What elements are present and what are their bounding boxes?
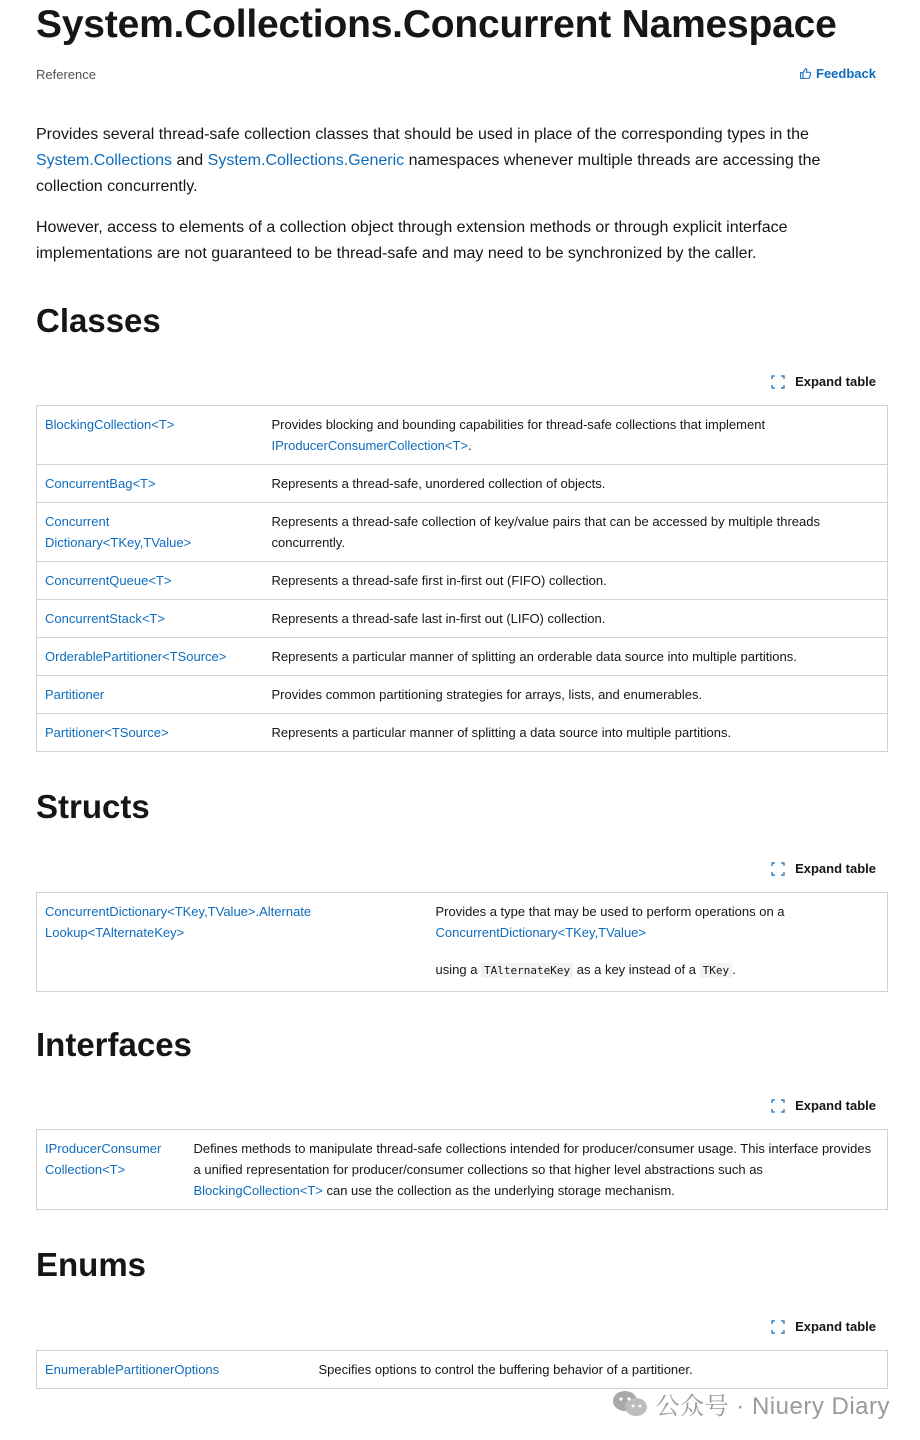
class-link[interactable]: ConcurrentQueue<T>	[45, 573, 172, 588]
table-row: ConcurrentBag<T> Represents a thread-safe, unordered collection of objects.	[37, 465, 888, 503]
watermark	[612, 1386, 890, 1421]
intro-paragraph-2: However, access to elements of a collection object through extension methods or through explicit interface implementations are not guaranteed to be thread-safe and may need to be synchronized by the caller.	[36, 219, 788, 262]
page-title: System.Collections.Concurrent Namespace	[36, 3, 837, 46]
expand-icon	[771, 862, 785, 876]
feedback-label: Feedback	[816, 66, 876, 81]
feedback-button[interactable]	[799, 66, 876, 81]
desc-link[interactable]: BlockingCollection<T>	[193, 1183, 323, 1198]
expand-table-enums-button[interactable]: Expand table	[771, 1319, 876, 1334]
code-talternatekey: TAlternateKey	[481, 963, 573, 978]
link-system-collections[interactable]: System.Collections	[36, 152, 173, 169]
code-tkey: TKey	[700, 963, 733, 978]
watermark-text: 公众号 · Niuery Diary	[655, 1393, 890, 1420]
heading-structs: Structs	[36, 788, 150, 825]
table-row: ConcurrentDictionary<TKey,TValue>.Alternate Lookup<TAlternateKey> Provides a type that may be used to perform operations on a ConcurrentDictionary<TKey,TValue> using a TAlternateKey as a key instead of a TKey .	[37, 893, 888, 992]
desc-link[interactable]: ConcurrentDictionary<TKey,TValue>	[435, 925, 647, 940]
expand-icon	[771, 375, 785, 389]
heading-interfaces: Interfaces	[36, 1026, 192, 1063]
enums-table	[36, 1350, 888, 1389]
expand-table-classes-button[interactable]: Expand table	[771, 374, 876, 389]
class-link[interactable]: Partitioner	[45, 687, 105, 702]
class-link[interactable]: Concurrent Dictionary<TKey,TValue>	[45, 514, 192, 550]
structs-table	[36, 892, 888, 992]
table-row: OrderablePartitioner<TSource> Represents a particular manner of splitting an orderable data source into multiple partitions.	[37, 638, 888, 676]
enum-link[interactable]: EnumerablePartitionerOptions	[45, 1362, 220, 1377]
table-row: Partitioner Provides common partitioning strategies for arrays, lists, and enumerables.	[37, 676, 888, 714]
reference-label: Reference	[36, 67, 96, 82]
expand-table-structs-button[interactable]: Expand table	[771, 861, 876, 876]
interface-link[interactable]: IProducerConsumer Collection<T>	[45, 1141, 162, 1177]
thumbs-up-icon	[799, 67, 812, 80]
interfaces-table	[36, 1129, 888, 1210]
intro-paragraph-1: Provides several thread-safe collection classes that should be used in place of the corresponding types in the System.Collections and System.Collections.Generic namespaces whenever multiple threads are accessing the collection concurrently.	[36, 126, 821, 195]
table-row: ConcurrentStack<T> Represents a thread-safe last in-first out (LIFO) collection.	[37, 600, 888, 638]
desc-link[interactable]: IProducerConsumerCollection<T>	[271, 438, 469, 453]
meta-row	[36, 66, 876, 86]
table-row: BlockingCollection<T> Provides blocking and bounding capabilities for thread-safe collections that implement IProducerConsumerCollection<T>.	[37, 406, 888, 465]
class-link[interactable]: Partitioner<TSource>	[45, 725, 169, 740]
link-system-collections-generic[interactable]: System.Collections.Generic	[207, 152, 405, 169]
struct-link[interactable]: ConcurrentDictionary<TKey,TValue>.Alternate Lookup<TAlternateKey>	[45, 904, 312, 940]
class-link[interactable]: OrderablePartitioner<TSource>	[45, 649, 227, 664]
heading-enums: Enums	[36, 1246, 147, 1283]
expand-icon	[771, 1099, 785, 1113]
table-row: Partitioner<TSource> Represents a particular manner of splitting a data source into multiple partitions.	[37, 714, 888, 752]
class-link[interactable]: ConcurrentStack<T>	[45, 611, 165, 626]
wechat-icon	[612, 1390, 648, 1418]
expand-table-interfaces-button[interactable]: Expand table	[771, 1098, 876, 1113]
class-link[interactable]: ConcurrentBag<T>	[45, 476, 156, 491]
table-row: EnumerablePartitionerOptions Specifies options to control the buffering behavior of a partitioner.	[37, 1351, 888, 1389]
table-row: ConcurrentQueue<T> Represents a thread-safe first in-first out (FIFO) collection.	[37, 562, 888, 600]
expand-icon	[771, 1320, 785, 1334]
table-row: IProducerConsumer Collection<T> Defines methods to manipulate thread-safe collections intended for producer/consumer usage. This interface provides a unified representation for producer/consumer collections so that higher level abstractions such as BlockingCollection<T> can use the collection as the underlying storage mechanism.	[37, 1130, 888, 1210]
classes-table	[36, 405, 888, 752]
class-link[interactable]: BlockingCollection<T>	[45, 417, 175, 432]
table-row: Concurrent Dictionary<TKey,TValue> Represents a thread-safe collection of key/value pairs that can be accessed by multiple threads concurrently.	[37, 503, 888, 562]
intro-section	[36, 122, 881, 282]
struct-usage-line: using a TAlternateKey as a key instead of a TKey .	[435, 962, 736, 977]
heading-classes: Classes	[36, 302, 161, 339]
